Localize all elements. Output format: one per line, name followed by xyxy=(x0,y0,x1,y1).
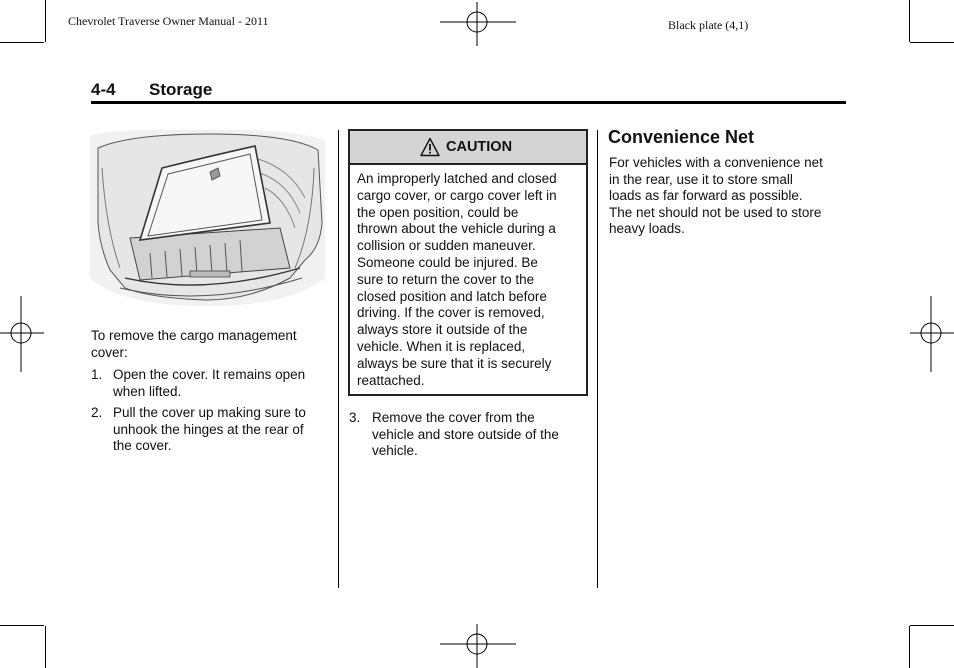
intro-line: To remove the cargo management xyxy=(91,328,297,343)
caution-text xyxy=(357,171,583,389)
step-number: 1. xyxy=(91,367,103,382)
registration-mark-left xyxy=(0,296,44,372)
column-divider-left xyxy=(338,130,339,588)
caution-line: vehicle. When it is replaced, xyxy=(357,338,526,354)
caution-line: closed position and latch before xyxy=(357,288,547,304)
paragraph-line: heavy loads. xyxy=(609,221,685,236)
step-line: Pull the cover up making sure to xyxy=(113,405,306,420)
section-rule xyxy=(91,101,846,104)
caution-label: CAUTION xyxy=(446,139,513,155)
caution-line: collision or sudden maneuver. xyxy=(357,238,536,254)
caution-line: Someone could be injured. Be xyxy=(357,254,538,270)
convenience-net-paragraph xyxy=(609,155,849,238)
section-number: 4-4 xyxy=(91,80,116,99)
paragraph-line: For vehicles with a convenience net xyxy=(609,155,823,170)
step-line: unhook the hinges at the rear of xyxy=(113,421,304,437)
warning-triangle-icon xyxy=(420,137,440,157)
step-line: when lifted. xyxy=(113,383,182,399)
caution-line: reattached. xyxy=(357,372,425,388)
step-number: 2. xyxy=(91,405,103,420)
caution-line: driving. If the cover is removed, xyxy=(357,305,545,321)
caution-line: always be sure that it is securely xyxy=(357,355,552,371)
step-line: Open the cover. It remains open xyxy=(113,367,306,382)
caution-line: thrown about the vehicle during a xyxy=(357,221,556,237)
convenience-net-heading: Convenience Net xyxy=(608,127,755,147)
registration-mark-top xyxy=(440,2,516,46)
section-title: Storage xyxy=(149,80,213,99)
list-item xyxy=(349,410,589,462)
registration-mark-bottom xyxy=(440,624,516,668)
manual-title: Chevrolet Traverse Owner Manual - 2011 xyxy=(68,14,269,28)
list-item xyxy=(91,367,331,401)
cargo-cover-illustration xyxy=(90,128,325,308)
step-line: vehicle and store outside of the xyxy=(372,426,559,442)
caution-line: An improperly latched and closed xyxy=(357,171,557,186)
paragraph-line: The net should not be used to store xyxy=(609,204,822,220)
intro-paragraph xyxy=(91,328,297,361)
caution-header xyxy=(350,131,586,165)
caution-box xyxy=(348,129,588,396)
caution-line: always store it outside of the xyxy=(357,322,528,338)
step-line: Remove the cover from the xyxy=(372,410,535,425)
paragraph-line: loads as far forward as possible. xyxy=(609,188,803,203)
step-number: 3. xyxy=(349,410,361,425)
caution-line: the open position, could be xyxy=(357,204,519,220)
paragraph-line: in the rear, use it to store small xyxy=(609,171,793,187)
column-divider-right xyxy=(597,130,598,588)
step-line: the cover. xyxy=(113,438,172,453)
list-item xyxy=(91,405,331,457)
caution-line: cargo cover, or cargo cover left in xyxy=(357,187,557,203)
registration-mark-right xyxy=(910,296,954,372)
caution-line: sure to return the cover to the xyxy=(357,271,535,287)
plate-label: Black plate (4,1) xyxy=(668,18,749,32)
step-line: vehicle. xyxy=(372,443,418,458)
intro-line: cover: xyxy=(91,344,128,360)
